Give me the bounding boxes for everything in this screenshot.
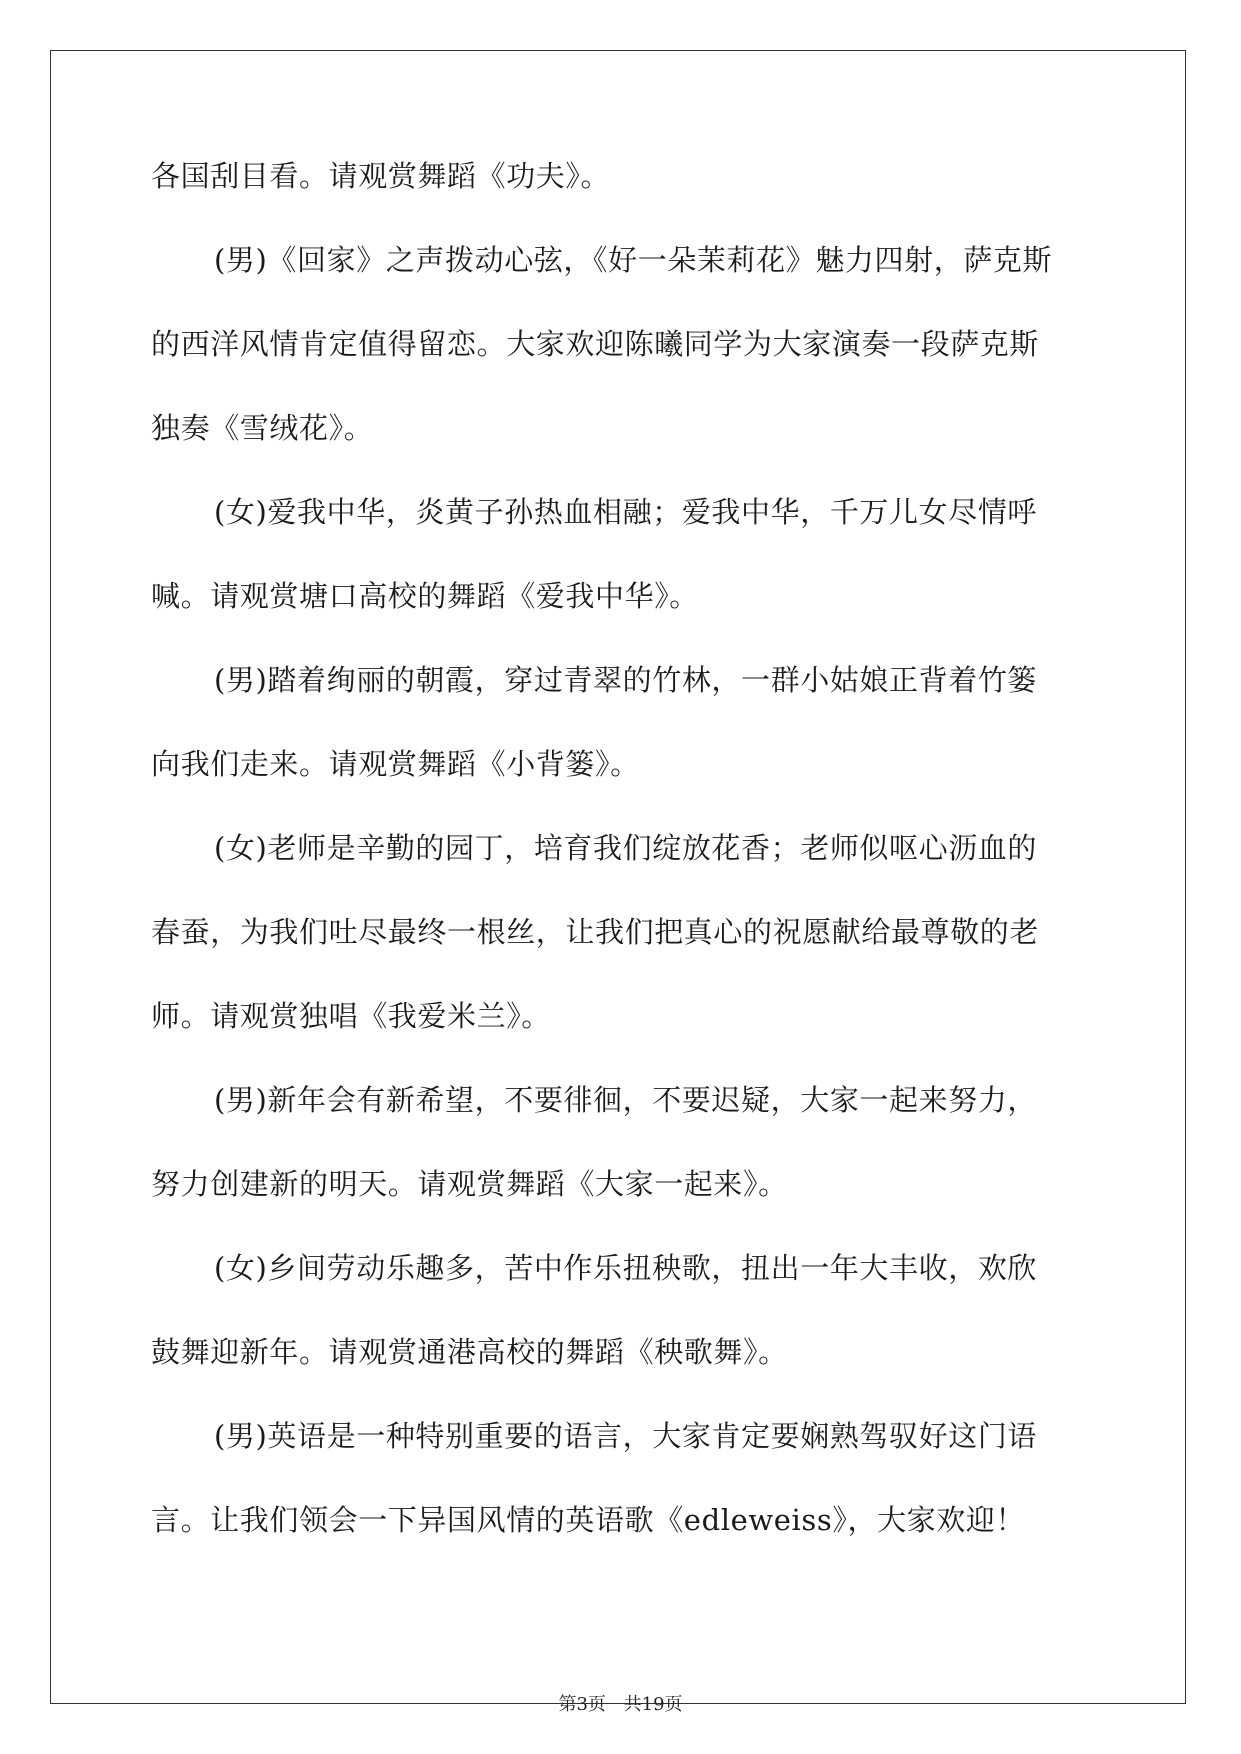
text-line: 喊。请观赏塘口高校的舞蹈《爱我中华》。	[151, 579, 699, 613]
page-number: 第3页	[558, 1694, 606, 1715]
text-line: (男)踏着绚丽的朝霞，穿过青翠的竹林，一群小姑娘正背着竹篓	[214, 663, 1038, 697]
text-line: 努力创建新的明天。请观赏舞蹈《大家一起来》。	[151, 1167, 788, 1201]
text-line: 各国刮目看。请观赏舞蹈《功夫》。	[151, 159, 611, 193]
text-line: 言。让我们领会一下异国风情的英语歌《edleweiss》，大家欢迎！	[151, 1503, 1026, 1537]
text-line: 鼓舞迎新年。请观赏通港高校的舞蹈《秧歌舞》。	[151, 1335, 788, 1369]
text-line: (女)爱我中华，炎黄子孙热血相融；爱我中华，千万儿女尽情呼	[214, 495, 1038, 529]
text-line: (女)老师是辛勤的园丁，培育我们绽放花香；老师似呕心沥血的	[214, 831, 1038, 865]
text-line: 春蚕，为我们吐尽最终一根丝，让我们把真心的祝愿献给最尊敬的老	[151, 915, 1040, 949]
text-line: (男)《回家》之声拨动心弦，《好一朵茉莉花》魅力四射，萨克斯	[214, 243, 1053, 277]
page-total: 共19页	[623, 1694, 683, 1715]
text-line: 的西洋风情肯定值得留恋。大家欢迎陈曦同学为大家演奏一段萨克斯	[151, 327, 1040, 361]
text-line: (男)英语是一种特别重要的语言，大家肯定要娴熟驾驭好这门语	[214, 1419, 1038, 1453]
text-line: (女)乡间劳动乐趣多，苦中作乐扭秧歌，扭出一年大丰收，欢欣	[214, 1251, 1038, 1285]
text-line: (男)新年会有新希望，不要徘徊，不要迟疑，大家一起来努力，	[214, 1083, 1038, 1117]
text-line: 师。请观赏独唱《我爱米兰》。	[151, 999, 551, 1033]
page-footer	[0, 1690, 1241, 1716]
document-body	[151, 160, 1091, 1588]
text-line: 向我们走来。请观赏舞蹈《小背篓》。	[151, 747, 640, 781]
text-line: 独奏《雪绒花》。	[151, 411, 374, 445]
